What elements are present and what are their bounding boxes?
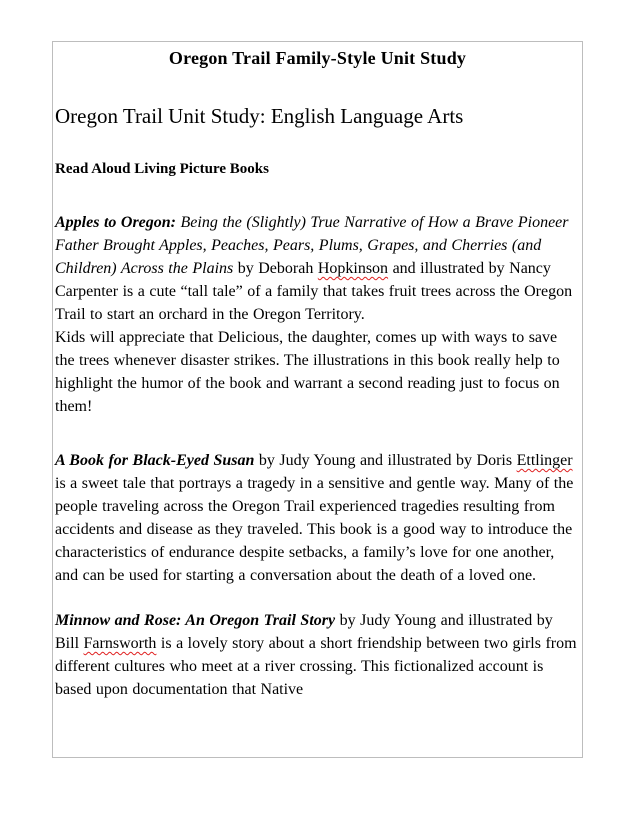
text-run: by Deborah — [233, 260, 318, 277]
misspelled-word[interactable]: Farnsworth — [83, 635, 157, 652]
paragraph-minnow-and-rose — [55, 609, 580, 701]
document-title: Oregon Trail Family-Style Unit Study — [168, 48, 467, 68]
text-run: is a sweet tale that portrays a tragedy in a sensitive and gentle way. Many of the people traveling across the Oregon Trail experienced tragedies resulting from accidents and disease as they traveled. This book is a good way to introduce the characteristics of endurance despite setbacks, a family’s love for one another, and can be used for starting a conversation about the death of a loved one. — [55, 475, 574, 584]
text-run: A Book for Black-Eyed Susan — [55, 452, 255, 469]
text-run: is a lovely story about a short friendship between two girls from different cultures who meet at a river crossing. This fictionalized account is based upon documentation that Native — [55, 635, 577, 698]
text-run: and illustrated by Nancy Carpenter is a cute “tall tale” of a family that takes fruit trees across the Oregon Trail to start an orchard in the Oregon Territory. — [55, 260, 573, 323]
subsection-heading: Read Aloud Living Picture Books — [55, 161, 269, 177]
document-body — [55, 211, 580, 701]
text-run: Apples to Oregon: — [55, 214, 181, 231]
text-run: Kids will appreciate that Delicious, the daughter, comes up with ways to save the trees whenever disaster strikes. The illustrations in this book really help to highlight the humor of the book and warrant a second reading just to focus on them! — [55, 329, 560, 415]
text-run: by Judy Young and illustrated by Doris — [254, 452, 517, 469]
document-page[interactable] — [52, 41, 583, 758]
text-run: by Judy Young and illustrated by Bill — [55, 612, 553, 652]
paragraph-black-eyed-susan — [55, 449, 580, 587]
misspelled-word[interactable]: Ettlinger — [516, 452, 573, 469]
misspelled-word[interactable]: Hopkinson — [317, 260, 389, 277]
section-heading: Oregon Trail Unit Study: English Language Arts — [55, 104, 464, 128]
text-run: Minnow and Rose: An Oregon Trail Story — [55, 612, 336, 629]
paragraph-apples-to-oregon — [55, 211, 580, 418]
text-run: Being the (Slightly) True Narrative of How a Brave Pioneer Father Brought Apples, Peaches, Pears, Plums, Grapes, and Cherries (and Children) Across the Plains — [55, 214, 569, 277]
